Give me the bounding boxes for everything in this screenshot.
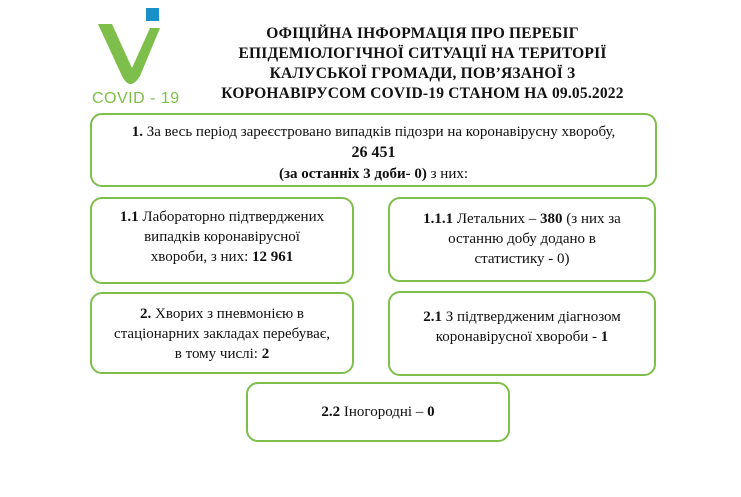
page-title bbox=[180, 24, 665, 104]
box-text: За весь період зареєстровано випадків підозри на коронавірусну хворобу, bbox=[142, 124, 616, 140]
confirmed-value: 12 961 bbox=[252, 249, 294, 265]
box-text: (з них за bbox=[562, 211, 621, 227]
box-pneumonia bbox=[90, 292, 354, 374]
box-line bbox=[398, 327, 646, 347]
box-line bbox=[98, 304, 346, 324]
nonresidents-value: 0 bbox=[427, 404, 435, 420]
box-deaths bbox=[388, 197, 656, 282]
box-line bbox=[92, 164, 655, 184]
box-text: Лабораторно підтверджених bbox=[138, 209, 325, 225]
title-line: КОРОНАВІРУСОМ COVID-19 СТАНОМ НА 09.05.2022 bbox=[221, 85, 624, 102]
box-line: останню добу додано в bbox=[448, 231, 596, 247]
box-text: З підтвердженим діагнозом bbox=[441, 309, 621, 325]
diagnosis-value: 1 bbox=[600, 329, 609, 345]
item-number: 1.1 bbox=[119, 209, 139, 225]
logo-label: COVID - 19 bbox=[92, 90, 180, 107]
box-text: коронавірусної хвороби - bbox=[435, 329, 601, 345]
box-total-suspected bbox=[90, 113, 657, 187]
box-confirmed-diagnosis bbox=[388, 291, 656, 376]
box-text: Хворих з пневмонією в bbox=[151, 306, 304, 322]
box-line bbox=[248, 402, 508, 422]
box-line: статистику - 0) bbox=[474, 251, 570, 267]
item-number: 1. bbox=[131, 124, 143, 140]
box-line bbox=[92, 122, 655, 142]
box-line: випадків коронавірусної bbox=[144, 229, 300, 245]
box-line bbox=[102, 247, 342, 267]
item-number: 2.2 bbox=[321, 404, 341, 420]
logo-blue-square bbox=[146, 8, 159, 21]
box-lab-confirmed bbox=[90, 197, 354, 284]
box-line: стаціонарних закладах перебуває, bbox=[114, 326, 330, 342]
period-text: (за останніх 3 доби- 0) bbox=[278, 166, 427, 182]
title-line: ЕПІДЕМІОЛОГІЧНОЇ СИТУАЦІЇ НА ТЕРИТОРІЇ bbox=[238, 45, 607, 62]
box-line bbox=[398, 307, 646, 327]
item-number: 2. bbox=[140, 306, 152, 322]
box-text: Іногородні – bbox=[340, 404, 428, 420]
item-number: 1.1.1 bbox=[423, 211, 454, 227]
total-value: 26 451 bbox=[351, 144, 396, 161]
pneumonia-value: 2 bbox=[261, 346, 270, 362]
box-text: в тому числі: bbox=[174, 346, 262, 362]
box-line bbox=[98, 344, 346, 364]
box-line bbox=[400, 209, 644, 229]
box-line bbox=[102, 207, 342, 227]
box-text: хвороби, з них: bbox=[150, 249, 253, 265]
title-line: ОФІЦІЙНА ІНФОРМАЦІЯ ПРО ПЕРЕБІГ bbox=[266, 25, 579, 42]
item-number: 2.1 bbox=[423, 309, 442, 325]
title-line: КАЛУСЬКОЇ ГРОМАДИ, ПОВ’ЯЗАНОЇ З bbox=[269, 65, 576, 82]
box-text: з них: bbox=[426, 166, 469, 182]
deaths-value: 380 bbox=[540, 211, 563, 227]
box-text: Летальних – bbox=[453, 211, 541, 227]
box-nonresidents bbox=[246, 382, 510, 442]
logo-v-shape bbox=[98, 24, 160, 84]
